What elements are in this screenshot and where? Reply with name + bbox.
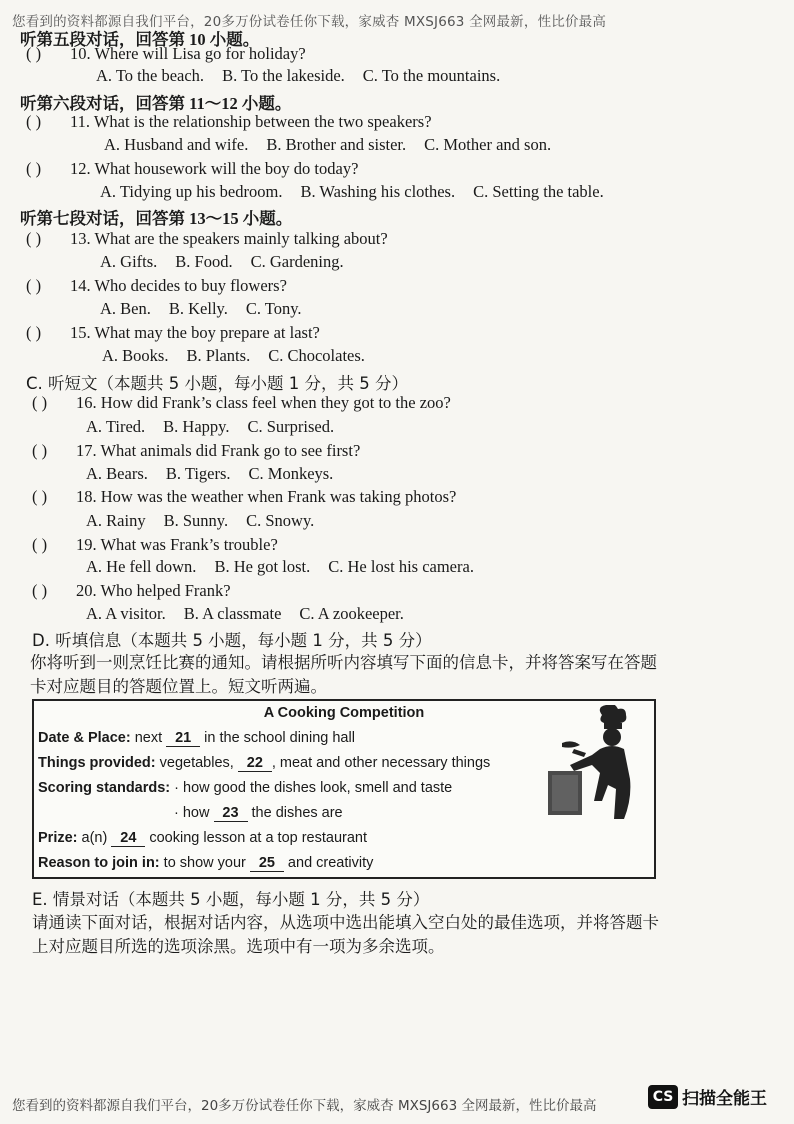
option-a: A. Ben. bbox=[100, 299, 151, 318]
option-b: B. Happy. bbox=[163, 417, 230, 436]
question-16 bbox=[32, 393, 451, 413]
question-text: 10. Where will Lisa go for holiday? bbox=[70, 44, 306, 63]
option-b: B. Plants. bbox=[186, 346, 251, 365]
option-b: B. He got lost. bbox=[214, 557, 311, 576]
blank-25[interactable]: 25 bbox=[250, 855, 284, 872]
section-c-heading: C. 听短文（本题共 5 小题，每小题 1 分，共 5 分） bbox=[26, 374, 408, 393]
section-d-instructions-2: 卡对应题目的答题位置上。短文听两遍。 bbox=[30, 677, 327, 696]
question-17 bbox=[32, 441, 360, 461]
answer-bracket: ( ) bbox=[26, 159, 42, 178]
row-label: Reason to join in: bbox=[38, 855, 160, 871]
option-c: C. Chocolates. bbox=[268, 346, 365, 365]
option-b: B. Brother and sister. bbox=[266, 135, 407, 154]
answer-bracket: ( ) bbox=[26, 276, 42, 295]
options-11 bbox=[104, 135, 569, 155]
row-label: Prize: bbox=[38, 830, 78, 846]
answer-bracket: ( ) bbox=[32, 487, 48, 506]
header-watermark: 您看到的资料都源自我们平台，20多万份试卷任你下载，家威杏 MXSJ663 全网最新，性比价最高 bbox=[12, 14, 607, 30]
question-18 bbox=[32, 487, 456, 507]
card-row-scoring-2: · how 23 the dishes are bbox=[174, 805, 343, 821]
answer-bracket: ( ) bbox=[26, 229, 42, 248]
option-b: B. To the lakeside. bbox=[222, 66, 345, 85]
option-b: B. Washing his clothes. bbox=[300, 182, 456, 201]
options-12 bbox=[100, 182, 622, 202]
question-text: 16. How did Frank’s class feel when they got to the zoo? bbox=[76, 393, 451, 412]
cs-logo-icon: CS bbox=[648, 1085, 678, 1109]
option-a: A. Rainy bbox=[86, 511, 146, 530]
options-18 bbox=[86, 511, 332, 531]
question-text: 17. What animals did Frank go to see first? bbox=[76, 441, 361, 460]
question-text: 15. What may the boy prepare at last? bbox=[70, 323, 320, 342]
question-19 bbox=[32, 535, 278, 555]
answer-bracket: ( ) bbox=[32, 441, 48, 460]
option-a: A. Gifts. bbox=[100, 252, 158, 271]
option-a: A. Husband and wife. bbox=[104, 135, 249, 154]
answer-bracket: ( ) bbox=[26, 323, 42, 342]
options-13 bbox=[100, 252, 362, 272]
answer-bracket: ( ) bbox=[26, 112, 42, 131]
option-c: C. Mother and son. bbox=[424, 135, 552, 154]
blank-21[interactable]: 21 bbox=[166, 730, 200, 747]
option-c: C. Gardening. bbox=[250, 252, 344, 271]
question-text: 19. What was Frank’s trouble? bbox=[76, 535, 278, 554]
options-17 bbox=[86, 464, 351, 484]
option-a: A. He fell down. bbox=[86, 557, 197, 576]
option-a: A. Tired. bbox=[86, 417, 146, 436]
section-e-instructions-1: 请通读下面对话，根据对话内容，从选项中选出能填入空白处的最佳选项，并将答题卡 bbox=[32, 913, 659, 932]
option-a: A. A visitor. bbox=[86, 604, 166, 623]
option-b: B. Sunny. bbox=[163, 511, 229, 530]
question-12 bbox=[26, 159, 358, 179]
option-a: A. Tidying up his bedroom. bbox=[100, 182, 283, 201]
option-b: B. Tigers. bbox=[165, 464, 231, 483]
question-text: 18. How was the weather when Frank was taking photos? bbox=[76, 487, 457, 506]
question-11 bbox=[26, 112, 432, 132]
row-label: Date & Place: bbox=[38, 730, 131, 746]
options-19 bbox=[86, 557, 492, 577]
card-row-scoring: Scoring standards: · how good the dishes look, smell and taste bbox=[38, 780, 453, 796]
option-b: B. Food. bbox=[175, 252, 233, 271]
card-title: A Cooking Competition bbox=[263, 705, 425, 721]
cooking-info-card bbox=[32, 699, 656, 879]
logo-text: 扫描全能王 bbox=[682, 1089, 767, 1109]
question-14 bbox=[26, 276, 287, 296]
question-13 bbox=[26, 229, 388, 249]
blank-23[interactable]: 23 bbox=[214, 805, 248, 822]
section-6-heading: 听第六段对话，回答第 11～12 小题。 bbox=[20, 94, 292, 113]
section-7-heading: 听第七段对话，回答第 13～15 小题。 bbox=[20, 209, 293, 228]
section-e-heading: E. 情景对话（本题共 5 小题，每小题 1 分，共 5 分） bbox=[32, 890, 430, 909]
option-a: A. Bears. bbox=[86, 464, 148, 483]
option-c: C. He lost his camera. bbox=[328, 557, 474, 576]
answer-bracket: ( ) bbox=[32, 393, 48, 412]
option-c: C. Monkeys. bbox=[248, 464, 334, 483]
section-d-heading: D. 听填信息（本题共 5 小题，每小题 1 分，共 5 分） bbox=[32, 631, 432, 650]
blank-24[interactable]: 24 bbox=[111, 830, 145, 847]
chef-illustration bbox=[544, 705, 644, 823]
option-a: A. To the beach. bbox=[96, 66, 205, 85]
section-e-instructions-2: 上对应题目所选的选项涂黑。选项中有一项为多余选项。 bbox=[32, 937, 445, 956]
question-10 bbox=[26, 44, 306, 64]
option-a: A. Books. bbox=[102, 346, 169, 365]
option-b: B. Kelly. bbox=[168, 299, 228, 318]
option-c: C. Setting the table. bbox=[473, 182, 604, 201]
options-20 bbox=[86, 604, 422, 624]
section-d-instructions-1: 你将听到一则烹饪比赛的通知。请根据所听内容填写下面的信息卡，并将答案写在答题 bbox=[30, 653, 657, 672]
row-label: Scoring standards: bbox=[38, 780, 171, 796]
options-15 bbox=[102, 346, 383, 366]
option-c: C. To the mountains. bbox=[362, 66, 501, 85]
question-text: 12. What housework will the boy do today? bbox=[70, 159, 359, 178]
card-row-reason: Reason to join in: to show your 25 and creativity bbox=[38, 855, 374, 871]
question-text: 14. Who decides to buy flowers? bbox=[70, 276, 287, 295]
card-row-date-place: Date & Place: next 21 in the school dining hall bbox=[38, 730, 355, 746]
options-16 bbox=[86, 417, 352, 437]
blank-22[interactable]: 22 bbox=[238, 755, 272, 772]
section-5-heading: 听第五段对话，回答第 10 小题。 bbox=[20, 30, 260, 49]
question-text: 20. Who helped Frank? bbox=[76, 581, 231, 600]
row-label: Things provided: bbox=[38, 755, 156, 771]
options-14 bbox=[100, 299, 320, 319]
option-c: C. A zookeeper. bbox=[299, 604, 404, 623]
option-c: C. Tony. bbox=[245, 299, 302, 318]
camscanner-logo bbox=[648, 1084, 767, 1109]
answer-bracket: ( ) bbox=[26, 44, 42, 63]
option-b: B. A classmate bbox=[183, 604, 282, 623]
answer-bracket: ( ) bbox=[32, 581, 48, 600]
question-15 bbox=[26, 323, 320, 343]
option-c: C. Surprised. bbox=[247, 417, 335, 436]
options-10 bbox=[96, 66, 518, 86]
footer-watermark: 您看到的资料都源自我们平台，20多万份试卷任你下载，家威杏 MXSJ663 全网最新，性比价最高 bbox=[12, 1098, 597, 1114]
card-row-things-provided: Things provided: vegetables, 22 , meat and other necessary things bbox=[38, 755, 491, 771]
question-text: 11. What is the relationship between the two speakers? bbox=[70, 112, 432, 131]
card-row-prize: Prize: a(n) 24 cooking lesson at a top restaurant bbox=[38, 830, 368, 846]
question-20 bbox=[32, 581, 231, 601]
option-c: C. Snowy. bbox=[246, 511, 315, 530]
answer-bracket: ( ) bbox=[32, 535, 48, 554]
question-text: 13. What are the speakers mainly talking about? bbox=[70, 229, 388, 248]
